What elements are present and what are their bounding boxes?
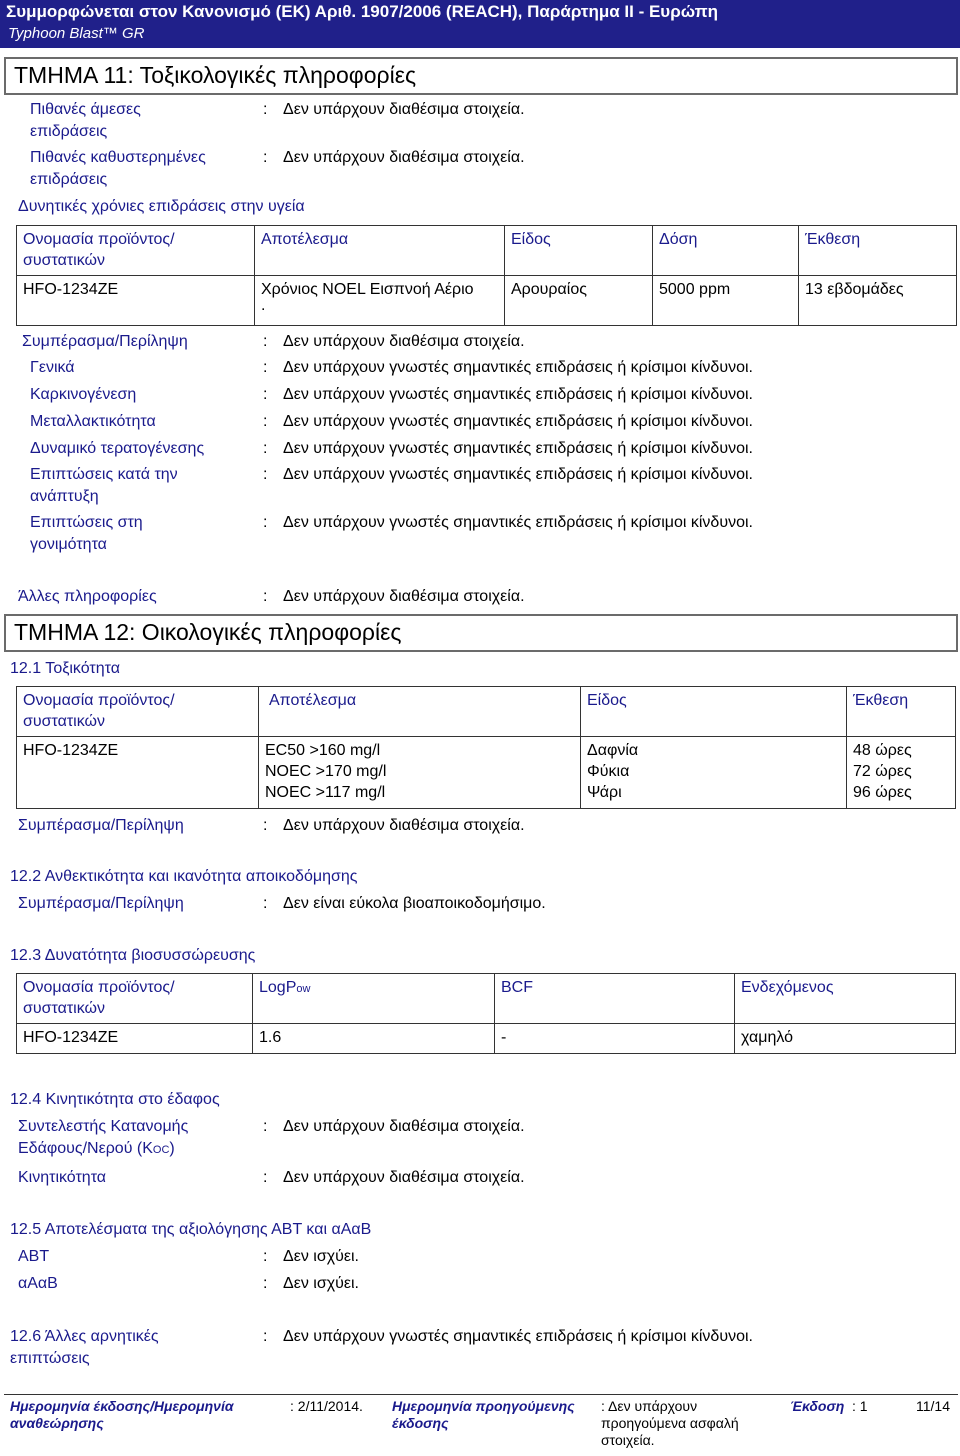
vpvb-label: αΑαΒ bbox=[18, 1275, 58, 1292]
general-label: Γενικά bbox=[30, 359, 75, 376]
table-header-logpow: LogPow bbox=[253, 974, 495, 1024]
table-header-potential: Ενδεχόμενος bbox=[735, 974, 956, 1024]
colon: : bbox=[263, 440, 268, 457]
version-value: : 1 bbox=[852, 1398, 868, 1414]
carcinogenicity-value: Δεν υπάρχουν γνωστές σημαντικές επιδράσεις ή κρίσιμοι κίνδυνοι. bbox=[283, 386, 753, 403]
exposure-0: 48 ώρες bbox=[853, 742, 912, 759]
fertility-label: Επιπτώσεις στη γονιμότητα bbox=[30, 514, 143, 553]
colon: : bbox=[263, 386, 268, 403]
other-info-value: Δεν υπάρχουν διαθέσιμα στοιχεία. bbox=[283, 588, 525, 605]
species-1: Φύκια bbox=[587, 763, 630, 780]
persistence-conclusion-label: Συμπέρασμα/Περίληψη bbox=[18, 895, 184, 912]
development-value: Δεν υπάρχουν γνωστές σημαντικές επιδράσεις ή κρίσιμοι κίνδυνοι. bbox=[283, 466, 753, 483]
cell-exposure bbox=[847, 737, 956, 809]
conclusion-label: Συμπέρασμα/Περίληψη bbox=[22, 333, 188, 350]
colon: : bbox=[263, 466, 268, 483]
table-header-product: Ονομασία προϊόντος/ συστατικών bbox=[17, 974, 253, 1024]
species-2: Ψάρι bbox=[587, 784, 622, 801]
toxicity-table bbox=[16, 686, 956, 809]
persistence-conclusion-value: Δεν είναι εύκολα βιοαποικοδομήσιμο. bbox=[283, 895, 546, 912]
previous-issue-label: Ημερομηνία προηγούμενης έκδοσης bbox=[392, 1398, 575, 1431]
regulation-title: Συμμορφώνεται στον Κανονισμό (ΕΚ) Αριθ. 1907/2006 (REACH), Παράρτημα II - Ευρώπη bbox=[6, 2, 719, 21]
mutagenicity-label: Μεταλλακτικότητα bbox=[30, 413, 156, 430]
section-12-box bbox=[4, 614, 958, 652]
result-1: NOEC >170 mg/l bbox=[265, 763, 387, 780]
mobility-title: 12.4 Κινητικότητα στο έδαφος bbox=[10, 1091, 220, 1108]
bioaccumulation-table bbox=[16, 973, 956, 1054]
section-12-title: ΤΜΗΜΑ 12: Οικολογικές πληροφορίες bbox=[14, 619, 402, 645]
table-header-product: Ονομασία προϊόντος/ συστατικών bbox=[17, 687, 259, 737]
page-number: 11/14 bbox=[916, 1398, 950, 1414]
colon: : bbox=[263, 1275, 268, 1292]
table-header-exposure: Έκθεση bbox=[847, 687, 956, 737]
immediate-effects-label: Πιθανές άμεσες επιδράσεις bbox=[30, 101, 141, 140]
colon: : bbox=[263, 895, 268, 912]
cell-exposure: 13 εβδομάδες bbox=[799, 276, 957, 326]
colon: : bbox=[263, 817, 268, 834]
version-label: Έκδοση bbox=[790, 1398, 845, 1414]
carcinogenicity-label: Καρκινογένεση bbox=[30, 386, 137, 403]
cell-results bbox=[259, 737, 581, 809]
immediate-effects-value: Δεν υπάρχουν διαθέσιμα στοιχεία. bbox=[283, 101, 525, 118]
pbt-title: 12.5 Αποτελέσματα της αξιολόγησης ΑΒΤ και αΑαΒ bbox=[10, 1221, 372, 1238]
table-row bbox=[17, 737, 956, 809]
other-info-label: Άλλες πληροφορίες bbox=[18, 588, 157, 605]
issue-date-label: Ημερομηνία έκδοσης/Ημερομηνία αναθεώρησης bbox=[10, 1398, 234, 1431]
fertility-value: Δεν υπάρχουν γνωστές σημαντικές επιδράσεις ή κρίσιμοι κίνδυνοι. bbox=[283, 514, 753, 531]
table-row bbox=[17, 1024, 956, 1054]
table-header-product: Ονομασία προϊόντος/ συστατικών bbox=[17, 226, 255, 276]
table-row bbox=[17, 276, 957, 326]
general-value: Δεν υπάρχουν γνωστές σημαντικές επιδράσεις ή κρίσιμοι κίνδυνοι. bbox=[283, 359, 753, 376]
cell-product: HFO-1234ZE bbox=[17, 1024, 253, 1054]
colon: : bbox=[263, 1118, 268, 1135]
cell-species bbox=[581, 737, 847, 809]
table-header-result: Αποτέλεσμα bbox=[259, 687, 581, 737]
colon: : bbox=[263, 588, 268, 605]
result-0: EC50 >160 mg/l bbox=[265, 742, 381, 759]
bioaccumulation-title: 12.3 Δυνατότητα βιοσυσσώρευσης bbox=[10, 947, 256, 964]
colon: : bbox=[263, 149, 268, 166]
exposure-2: 96 ώρες bbox=[853, 784, 912, 801]
table-header-species: Είδος bbox=[505, 226, 653, 276]
table-header-exposure: Έκθεση bbox=[799, 226, 957, 276]
table-header-dose: Δόση bbox=[653, 226, 799, 276]
koc-value: Δεν υπάρχουν διαθέσιμα στοιχεία. bbox=[283, 1118, 525, 1135]
cell-species: Αρουραίος bbox=[505, 276, 653, 326]
koc-label: Συντελεστής Κατανομής Εδάφους/Νερού (KOC) bbox=[18, 1118, 189, 1157]
exposure-1: 72 ώρες bbox=[853, 763, 912, 780]
cell-product: HFO-1234ZE bbox=[17, 737, 259, 809]
delayed-effects-value: Δεν υπάρχουν διαθέσιμα στοιχεία. bbox=[283, 149, 525, 166]
development-label: Επιπτώσεις κατά την ανάπτυξη bbox=[30, 466, 178, 505]
section-11-title: ΤΜΗΜΑ 11: Τοξικολογικές πληροφορίες bbox=[14, 62, 417, 88]
persistence-title: 12.2 Ανθεκτικότητα και ικανότητα αποικοδόμησης bbox=[10, 868, 358, 885]
table-header-result: Αποτέλεσμα bbox=[255, 226, 505, 276]
colon: : bbox=[263, 1248, 268, 1265]
section-11-box bbox=[4, 57, 958, 95]
teratogenicity-label: Δυναμικό τερατογένεσης bbox=[30, 440, 205, 457]
table-header-bcf: BCF bbox=[495, 974, 735, 1024]
mobility-value: Δεν υπάρχουν διαθέσιμα στοιχεία. bbox=[283, 1169, 525, 1186]
colon: : bbox=[263, 1328, 268, 1345]
species-0: Δαφνία bbox=[587, 742, 639, 759]
toxicity-conclusion-label: Συμπέρασμα/Περίληψη bbox=[18, 817, 184, 834]
pbt-value: Δεν ισχύει. bbox=[283, 1248, 359, 1265]
teratogenicity-value: Δεν υπάρχουν γνωστές σημαντικές επιδράσεις ή κρίσιμοι κίνδυνοι. bbox=[283, 440, 753, 457]
chronic-effects-table bbox=[16, 225, 957, 326]
cell-bcf: - bbox=[495, 1024, 735, 1054]
colon: : bbox=[263, 514, 268, 531]
colon: : bbox=[263, 333, 268, 350]
result-2: NOEC >117 mg/l bbox=[265, 784, 386, 801]
other-effects-value: Δεν υπάρχουν γνωστές σημαντικές επιδράσεις ή κρίσιμοι κίνδυνοι. bbox=[283, 1328, 753, 1345]
chronic-effects-title: Δυνητικές χρόνιες επιδράσεις στην υγεία bbox=[18, 198, 305, 215]
mutagenicity-value: Δεν υπάρχουν γνωστές σημαντικές επιδράσεις ή κρίσιμοι κίνδυνοι. bbox=[283, 413, 753, 430]
toxicity-title: 12.1 Τοξικότητα bbox=[10, 660, 120, 677]
table-header-species: Είδος bbox=[581, 687, 847, 737]
cell-dose: 5000 ppm bbox=[653, 276, 799, 326]
colon: : bbox=[263, 413, 268, 430]
cell-product: HFO-1234ZE bbox=[17, 276, 255, 326]
previous-issue-value: : Δεν υπάρχουν προηγούμενα ασφαλή στοιχεία. bbox=[601, 1398, 739, 1448]
other-effects-label: 12.6 Άλλες αρνητικές επιπτώσεις bbox=[10, 1328, 159, 1367]
document-header bbox=[0, 0, 960, 48]
vpvb-value: Δεν ισχύει. bbox=[283, 1275, 359, 1292]
colon: : bbox=[263, 101, 268, 118]
cell-result: Χρόνιος NOEL Εισπνοή Αέριο . bbox=[255, 276, 505, 326]
mobility-label: Κινητικότητα bbox=[18, 1169, 107, 1186]
product-name: Typhoon Blast™ GR bbox=[8, 25, 145, 42]
colon: : bbox=[263, 359, 268, 376]
conclusion-value: Δεν υπάρχουν διαθέσιμα στοιχεία. bbox=[283, 333, 525, 350]
delayed-effects-label: Πιθανές καθυστερημένες επιδράσεις bbox=[30, 149, 206, 188]
toxicity-conclusion-value: Δεν υπάρχουν διαθέσιμα στοιχεία. bbox=[283, 817, 525, 834]
footer-divider bbox=[4, 1394, 958, 1395]
cell-logpow: 1.6 bbox=[253, 1024, 495, 1054]
colon: : bbox=[263, 1169, 268, 1186]
pbt-label: ΑΒΤ bbox=[18, 1248, 50, 1265]
issue-date-value: : 2/11/2014. bbox=[290, 1398, 363, 1414]
cell-potential: χαμηλό bbox=[735, 1024, 956, 1054]
